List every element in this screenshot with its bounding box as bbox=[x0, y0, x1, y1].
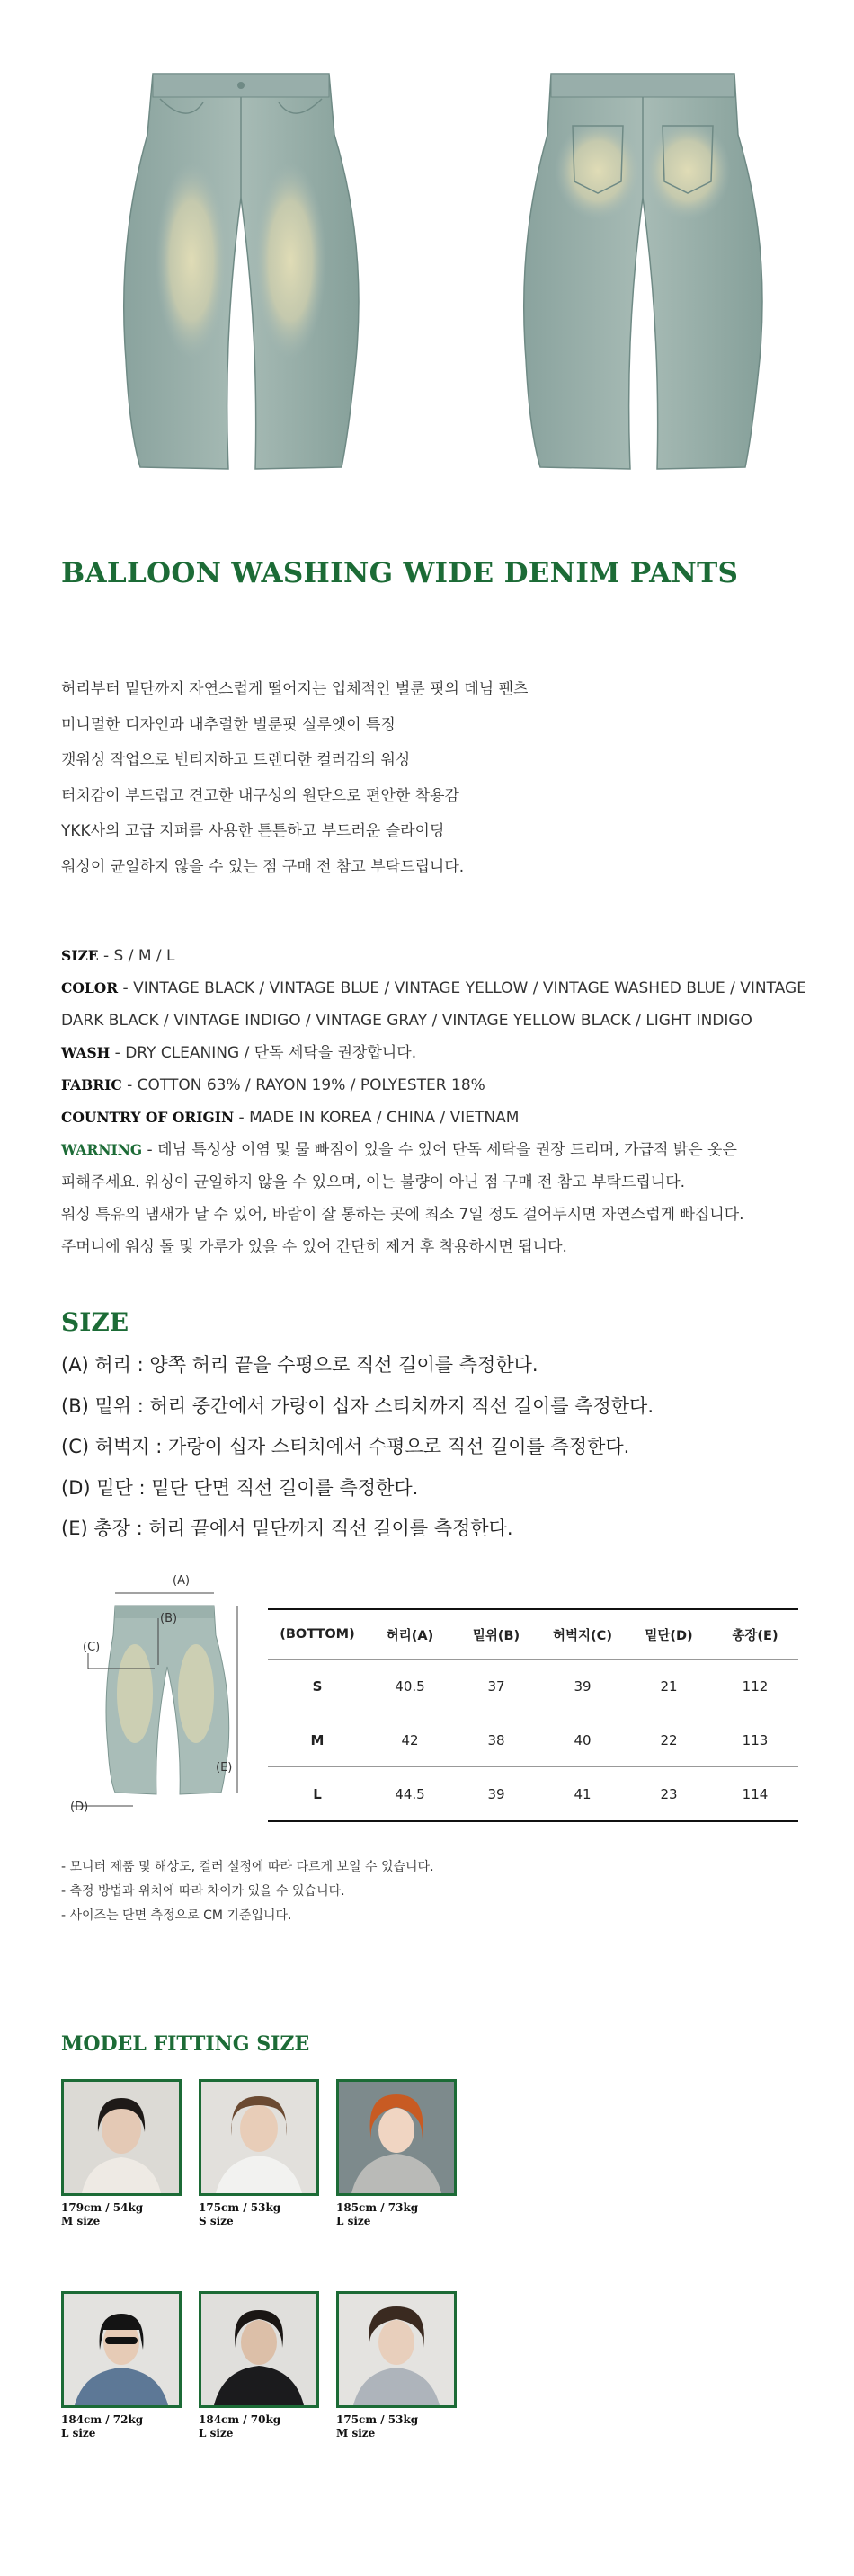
spec-value: - S / M / L bbox=[98, 947, 175, 965]
spec-warning-cont: 피해주세요. 워싱이 균일하지 않을 수 있으며, 이는 불량이 아닌 점 구매 전 참고 부탁드립니다. bbox=[61, 1173, 686, 1191]
model-photo bbox=[336, 2079, 457, 2196]
header-cell: (BOTTOM) bbox=[280, 1627, 355, 1642]
warning-label: WARNING bbox=[61, 1141, 143, 1158]
model-size: L size bbox=[336, 2215, 371, 2227]
size-measure-guide bbox=[61, 1345, 654, 1550]
spec-label: FABRIC bbox=[61, 1076, 122, 1093]
table-cell: 37 bbox=[487, 1677, 505, 1695]
note-line: - 사이즈는 단면 측정으로 CM 기준입니다. bbox=[61, 1908, 292, 1923]
spec-value: - COTTON 63% / RAYON 19% / POLYESTER 18% bbox=[121, 1076, 485, 1094]
pants-front-image bbox=[106, 63, 376, 485]
model-size: M size bbox=[336, 2427, 376, 2439]
model-card bbox=[199, 2291, 319, 2440]
measurement-diagram bbox=[61, 1568, 250, 1819]
spec-label: COLOR bbox=[61, 979, 119, 996]
table-cell: 44.5 bbox=[395, 1785, 425, 1802]
table-cell: 40.5 bbox=[395, 1677, 425, 1695]
table-cell: 112 bbox=[742, 1677, 769, 1695]
spec-value: - 데님 특성상 이염 및 물 빠짐이 있을 수 있어 단독 세탁을 권장 드리며, 가급적 밝은 옷은 bbox=[142, 1141, 737, 1159]
model-stats: 179cm / 54kg bbox=[61, 2201, 144, 2214]
description-line: 터치감이 부드럽고 견고한 내구성의 원단으로 편안한 착용감 bbox=[61, 786, 459, 805]
model-photo bbox=[61, 2291, 182, 2408]
model-card bbox=[61, 2291, 182, 2440]
spec-wash bbox=[61, 1037, 825, 1069]
spec-color-cont: DARK BLACK / VINTAGE INDIGO / VINTAGE GRAY / VINTAGE YELLOW BLACK / LIGHT INDIGO bbox=[61, 1012, 752, 1030]
table-cell: 42 bbox=[401, 1731, 419, 1748]
note-line: - 측정 방법과 위치에 따라 차이가 있을 수 있습니다. bbox=[61, 1884, 345, 1899]
table-cell: 41 bbox=[574, 1785, 592, 1802]
spec-fabric bbox=[61, 1069, 825, 1102]
label-e: (E) bbox=[216, 1761, 233, 1775]
table-cell: L bbox=[313, 1785, 322, 1802]
spec-warning bbox=[61, 1134, 825, 1166]
table-cell: S bbox=[312, 1677, 323, 1695]
label-c: (C) bbox=[83, 1641, 101, 1654]
model-stats: 184cm / 72kg bbox=[61, 2413, 144, 2426]
spec-warning-cont: 워싱 특유의 냄새가 날 수 있어, 바람이 잘 통하는 곳에 최소 7일 정도 걸어두시면 자연스럽게 빠집니다. bbox=[61, 1206, 744, 1224]
spec-size bbox=[61, 940, 825, 972]
model-stats: 185cm / 73kg bbox=[336, 2201, 419, 2214]
table-cell: 21 bbox=[660, 1677, 678, 1695]
model-size: L size bbox=[61, 2427, 96, 2439]
model-size: L size bbox=[199, 2427, 234, 2439]
model-photo bbox=[199, 2079, 319, 2196]
model-stats: 175cm / 53kg bbox=[336, 2413, 419, 2426]
model-fitting-heading: MODEL FITTING SIZE bbox=[61, 2032, 310, 2056]
table-cell: 22 bbox=[660, 1731, 678, 1748]
header-cell: 허리(A) bbox=[386, 1628, 434, 1643]
model-photo bbox=[336, 2291, 457, 2408]
model-size: S size bbox=[199, 2215, 234, 2227]
spec-value: - VINTAGE BLACK / VINTAGE BLUE / VINTAGE YELLOW / VINTAGE WASHED BLUE / VINTAGE bbox=[118, 979, 806, 997]
table-header bbox=[268, 1610, 798, 1659]
table-cell: 114 bbox=[742, 1785, 769, 1802]
description-line: 허리부터 밑단까지 자연스럽게 떨어지는 입체적인 벌룬 핏의 데님 팬츠 bbox=[61, 680, 529, 698]
description-line: 워싱이 균일하지 않을 수 있는 점 구매 전 참고 부탁드립니다. bbox=[61, 857, 465, 876]
pants-back-image bbox=[508, 63, 778, 485]
measure-line: (E) 총장 : 허리 끝에서 밑단까지 직선 길이를 측정한다. bbox=[61, 1518, 513, 1539]
spec-value: - MADE IN KOREA / CHINA / VIETNAM bbox=[234, 1109, 520, 1127]
spec-label: SIZE bbox=[61, 947, 99, 964]
model-size: M size bbox=[61, 2215, 101, 2227]
label-b: (B) bbox=[160, 1612, 178, 1625]
table-cell: 113 bbox=[742, 1731, 769, 1748]
model-stats: 175cm / 53kg bbox=[199, 2201, 281, 2214]
measure-line: (D) 밑단 : 밑단 단면 직선 길이를 측정한다. bbox=[61, 1476, 419, 1499]
spec-warning-cont: 주머니에 워싱 돌 및 가루가 있을 수 있어 간단히 제거 후 착용하시면 됩니다. bbox=[61, 1238, 567, 1256]
description-line: YKK사의 고급 지퍼를 사용한 튼튼하고 부드러운 슬라이딩 bbox=[61, 822, 445, 840]
table-cell: 39 bbox=[487, 1785, 505, 1802]
label-d: (D) bbox=[70, 1801, 89, 1814]
spec-origin bbox=[61, 1102, 825, 1134]
product-title: BALLOON WASHING WIDE DENIM PANTS bbox=[61, 557, 739, 589]
measure-line: (B) 밑위 : 허리 중간에서 가랑이 십자 스티치까지 직선 길이를 측정한다. bbox=[61, 1394, 654, 1417]
model-card bbox=[61, 2079, 182, 2228]
note-line: - 모니터 제품 및 해상도, 컬러 설정에 따라 다르게 보일 수 있습니다. bbox=[61, 1860, 434, 1874]
size-heading: SIZE bbox=[61, 1307, 129, 1337]
label-a: (A) bbox=[173, 1574, 191, 1588]
size-notes bbox=[61, 1855, 434, 1928]
spec-label: COUNTRY OF ORIGIN bbox=[61, 1109, 235, 1126]
description-line: 캣워싱 작업으로 빈티지하고 트렌디한 컬러감의 워싱 bbox=[61, 751, 411, 769]
measure-line: (A) 허리 : 양쪽 허리 끝을 수평으로 직선 길이를 측정한다. bbox=[61, 1354, 538, 1376]
header-cell: 밑단(D) bbox=[645, 1628, 693, 1643]
model-photo bbox=[199, 2291, 319, 2408]
model-card bbox=[199, 2079, 319, 2228]
measure-line: (C) 허벅지 : 가랑이 십자 스티치에서 수평으로 직선 길이를 측정한다. bbox=[61, 1436, 630, 1457]
model-stats: 184cm / 70kg bbox=[199, 2413, 281, 2426]
table-cell: 39 bbox=[574, 1677, 592, 1695]
size-table bbox=[268, 1608, 798, 1822]
model-card bbox=[336, 2079, 457, 2228]
table-cell: 38 bbox=[487, 1731, 505, 1748]
header-cell: 허벅지(C) bbox=[553, 1628, 612, 1643]
table-row bbox=[268, 1767, 798, 1820]
header-cell: 밑위(B) bbox=[472, 1628, 520, 1643]
table-cell: M bbox=[310, 1731, 325, 1748]
spec-color bbox=[61, 972, 825, 1005]
table-row bbox=[268, 1660, 798, 1713]
product-description bbox=[61, 672, 528, 885]
model-card bbox=[336, 2291, 457, 2440]
header-cell: 총장(E) bbox=[732, 1628, 778, 1643]
product-specs bbox=[61, 940, 825, 1263]
table-row bbox=[268, 1713, 798, 1766]
description-line: 미니멀한 디자인과 내추럴한 벌룬핏 실루엣이 특징 bbox=[61, 715, 396, 734]
model-photo bbox=[61, 2079, 182, 2196]
spec-label: WASH bbox=[61, 1044, 111, 1061]
table-cell: 23 bbox=[660, 1785, 678, 1802]
table-cell: 40 bbox=[574, 1731, 592, 1748]
spec-value: - DRY CLEANING / 단독 세탁을 권장합니다. bbox=[110, 1044, 417, 1062]
